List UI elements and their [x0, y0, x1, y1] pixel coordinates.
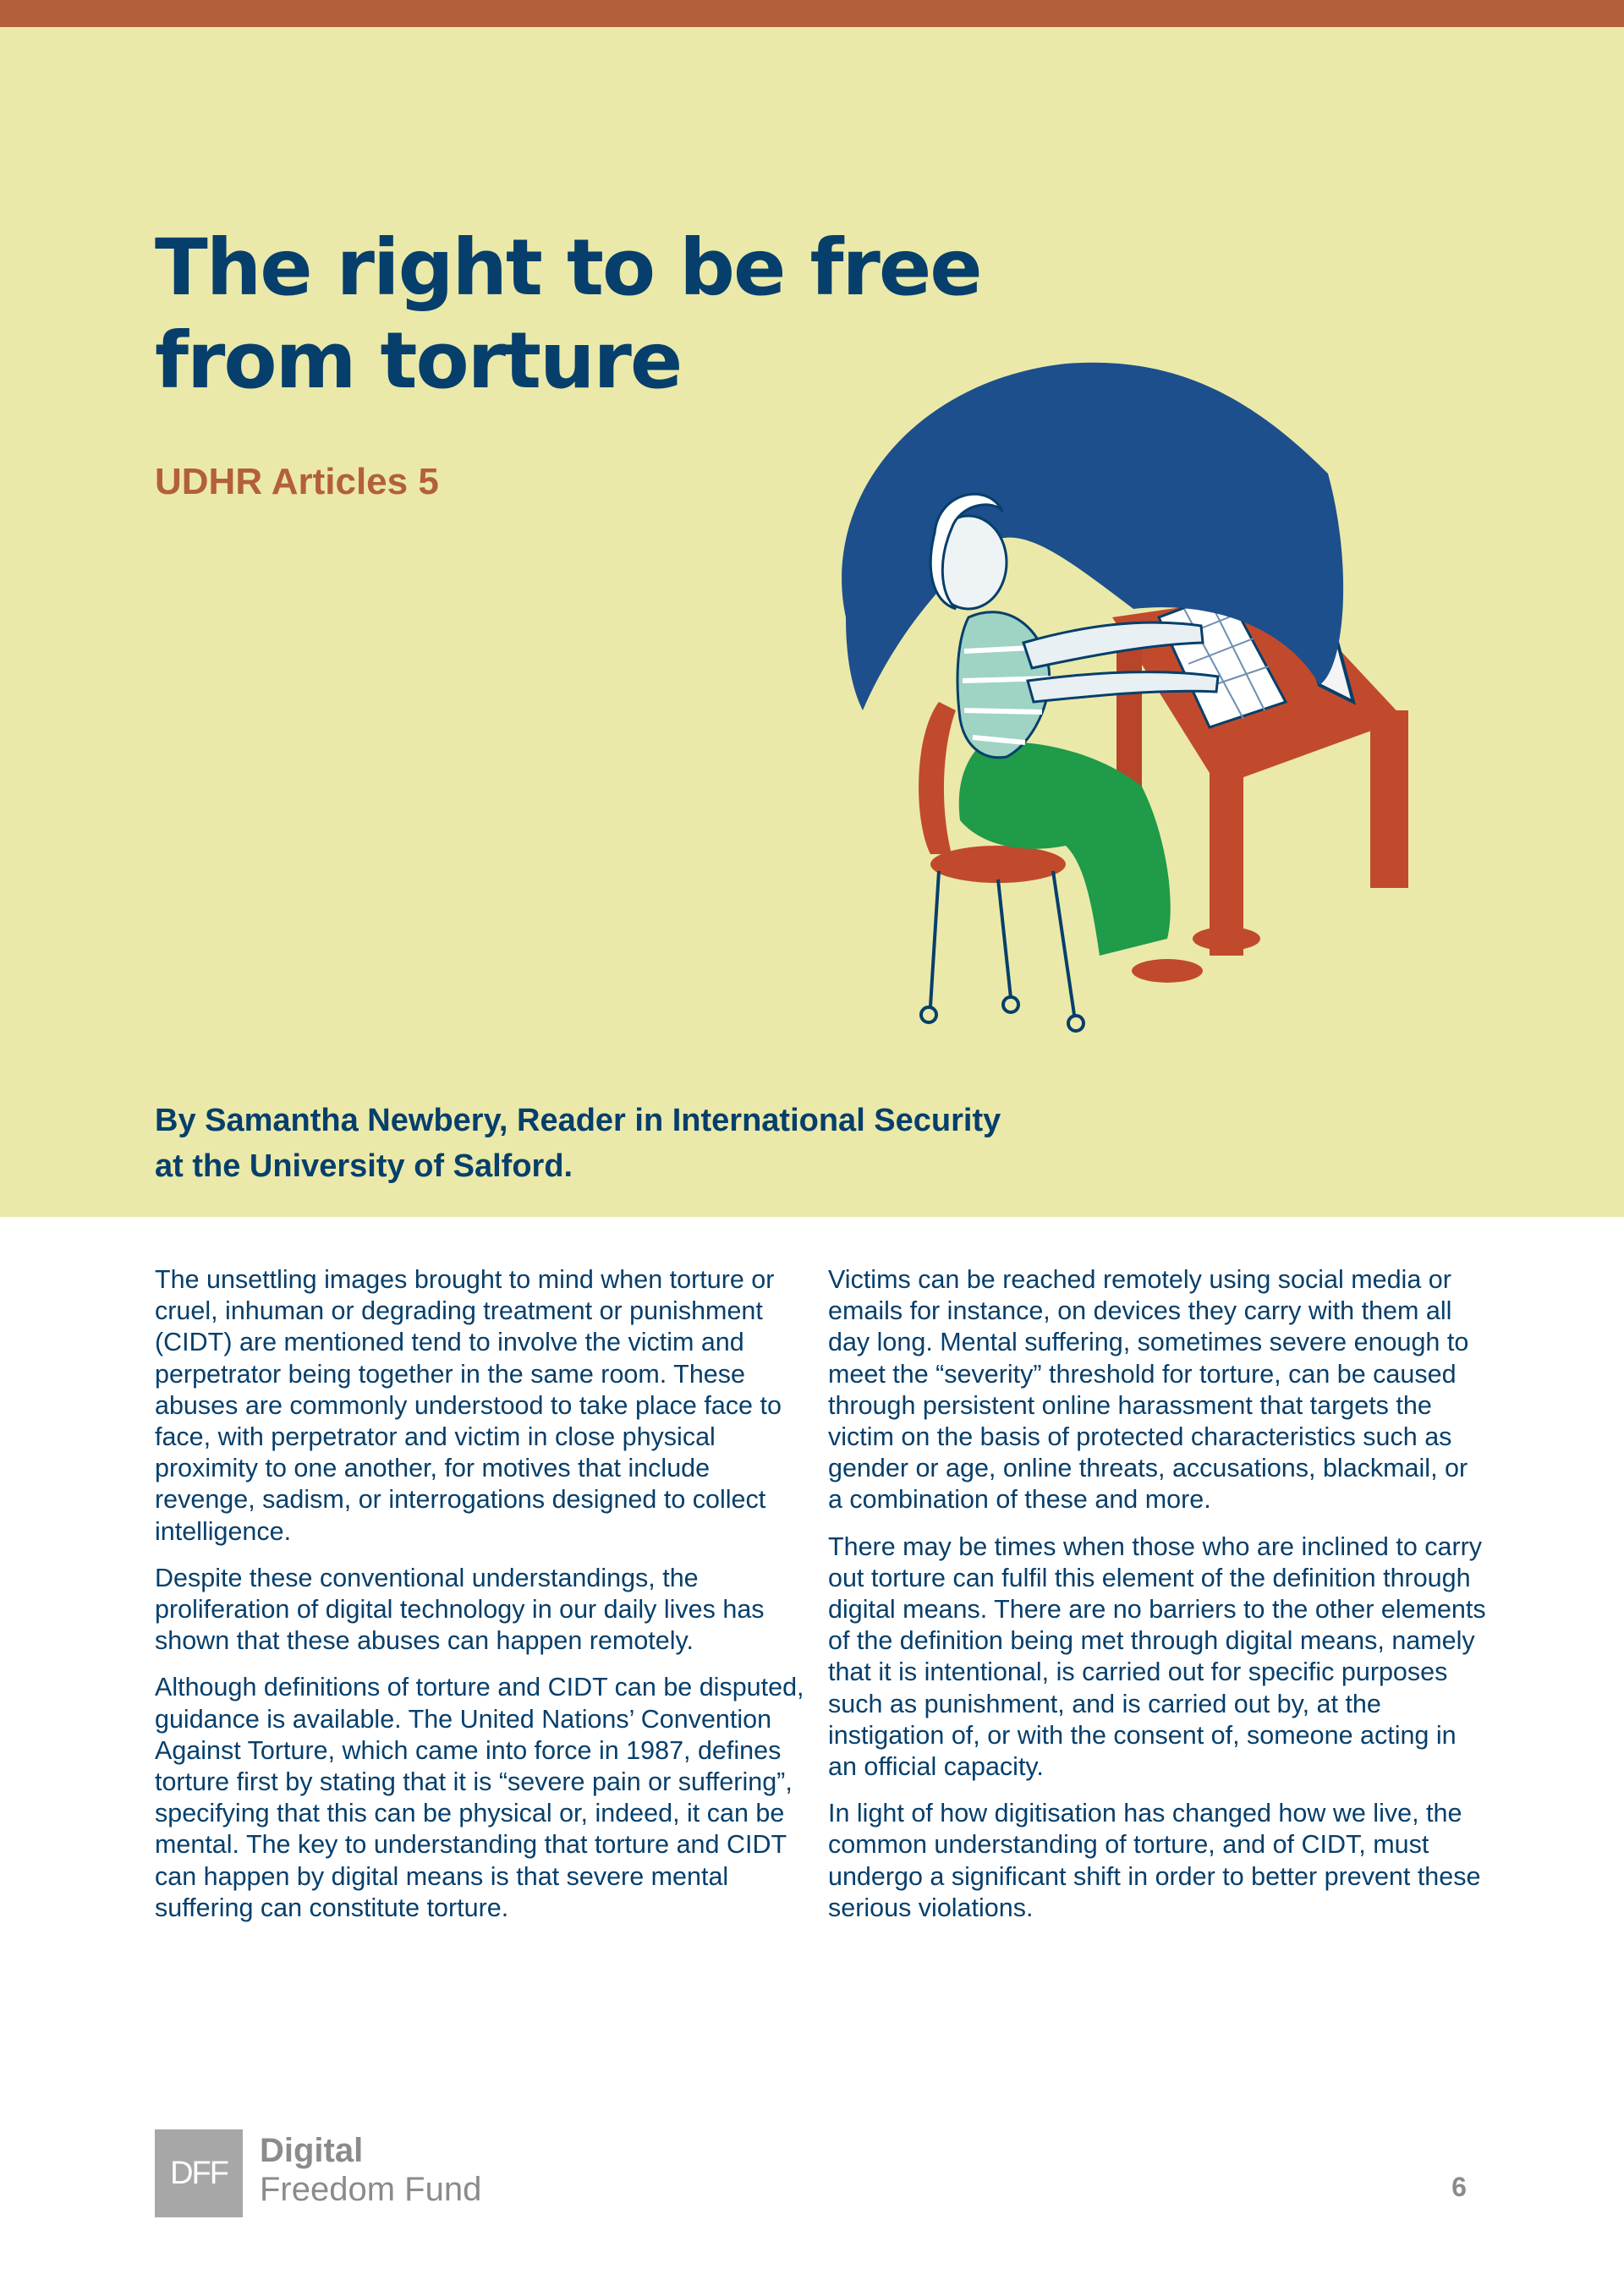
shoe [1193, 927, 1260, 951]
page-number: 6 [1451, 2172, 1467, 2202]
paragraph: Despite these conventional understandings, the proliferation of digital technology in our daily lives has shown that these abuses can happen remotely. [155, 1563, 765, 1656]
byline-line-2: at the University of Salford. [155, 1148, 573, 1184]
shoe [1132, 959, 1203, 983]
paragraph: In light of how digitisation has changed how we live, the common understanding of torture, and of CIDT, must undergo a significant shift in order to better prevent these serious violations. [828, 1799, 1481, 1922]
top-accent-bar [0, 0, 1624, 27]
paragraph: The unsettling images brought to mind when torture or cruel, inhuman or degrading treatment or punishment (CIDT) are mentioned tend to involve the victim and perpetrator being together in the same room. These abuses are commonly understood to take place face to face, with perpetrator and victim in close physical proximity to one another, for motives that include revenge, sadism, or interrogations designed to collect intelligence. [155, 1265, 782, 1546]
chair-back [919, 702, 956, 854]
dff-logo [155, 2129, 243, 2217]
author-byline [155, 1098, 1170, 1189]
page-subtitle: UDHR Articles 5 [155, 461, 439, 502]
left-column [155, 1264, 815, 1939]
paragraph: Although definitions of torture and CIDT can be disputed, guidance is available. The United Nations’ Convention Against Torture, which came into force in 1987, defines torture first by stating that it is “severe pain or suffering”, specifying that this can be physical or, indeed, it can be mental. The key to understanding that torture and CIDT can happen by digital means is that severe mental suffering can constitute torture. [155, 1673, 804, 1922]
right-column [828, 1264, 1488, 1939]
brand-name-line-1: Digital [260, 2132, 364, 2169]
woman-at-computer-illustration [812, 347, 1455, 1049]
brand-name-line-2: Freedom Fund [260, 2171, 482, 2208]
logo-text: DFF [170, 2156, 228, 2191]
page-title: The right to be free from torture [155, 222, 981, 406]
desk-leg [1370, 710, 1408, 888]
paragraph: There may be times when those who are inclined to carry out torture can fulfil this element of the definition through digital means. There are no barriers to the other elements of the definition being met through digital means, namely that it is intentional, is carried out for specific purposes such as punishment, and is carried out by, at the instigation of, or with the consent of, someone acting in an official capacity. [828, 1532, 1486, 1782]
byline-line-1: By Samantha Newbery, Reader in International Security [155, 1103, 1001, 1138]
paragraph: Victims can be reached remotely using social media or emails for instance, on devices they carry with them all day long. Mental suffering, sometimes severe enough to meet the “severity” threshold for torture, can be caused through persistent online harassment that targets the victim on the basis of protected characteristics such as gender or age, online threats, accusations, blackmail, or a combination of these and more. [828, 1265, 1469, 1515]
